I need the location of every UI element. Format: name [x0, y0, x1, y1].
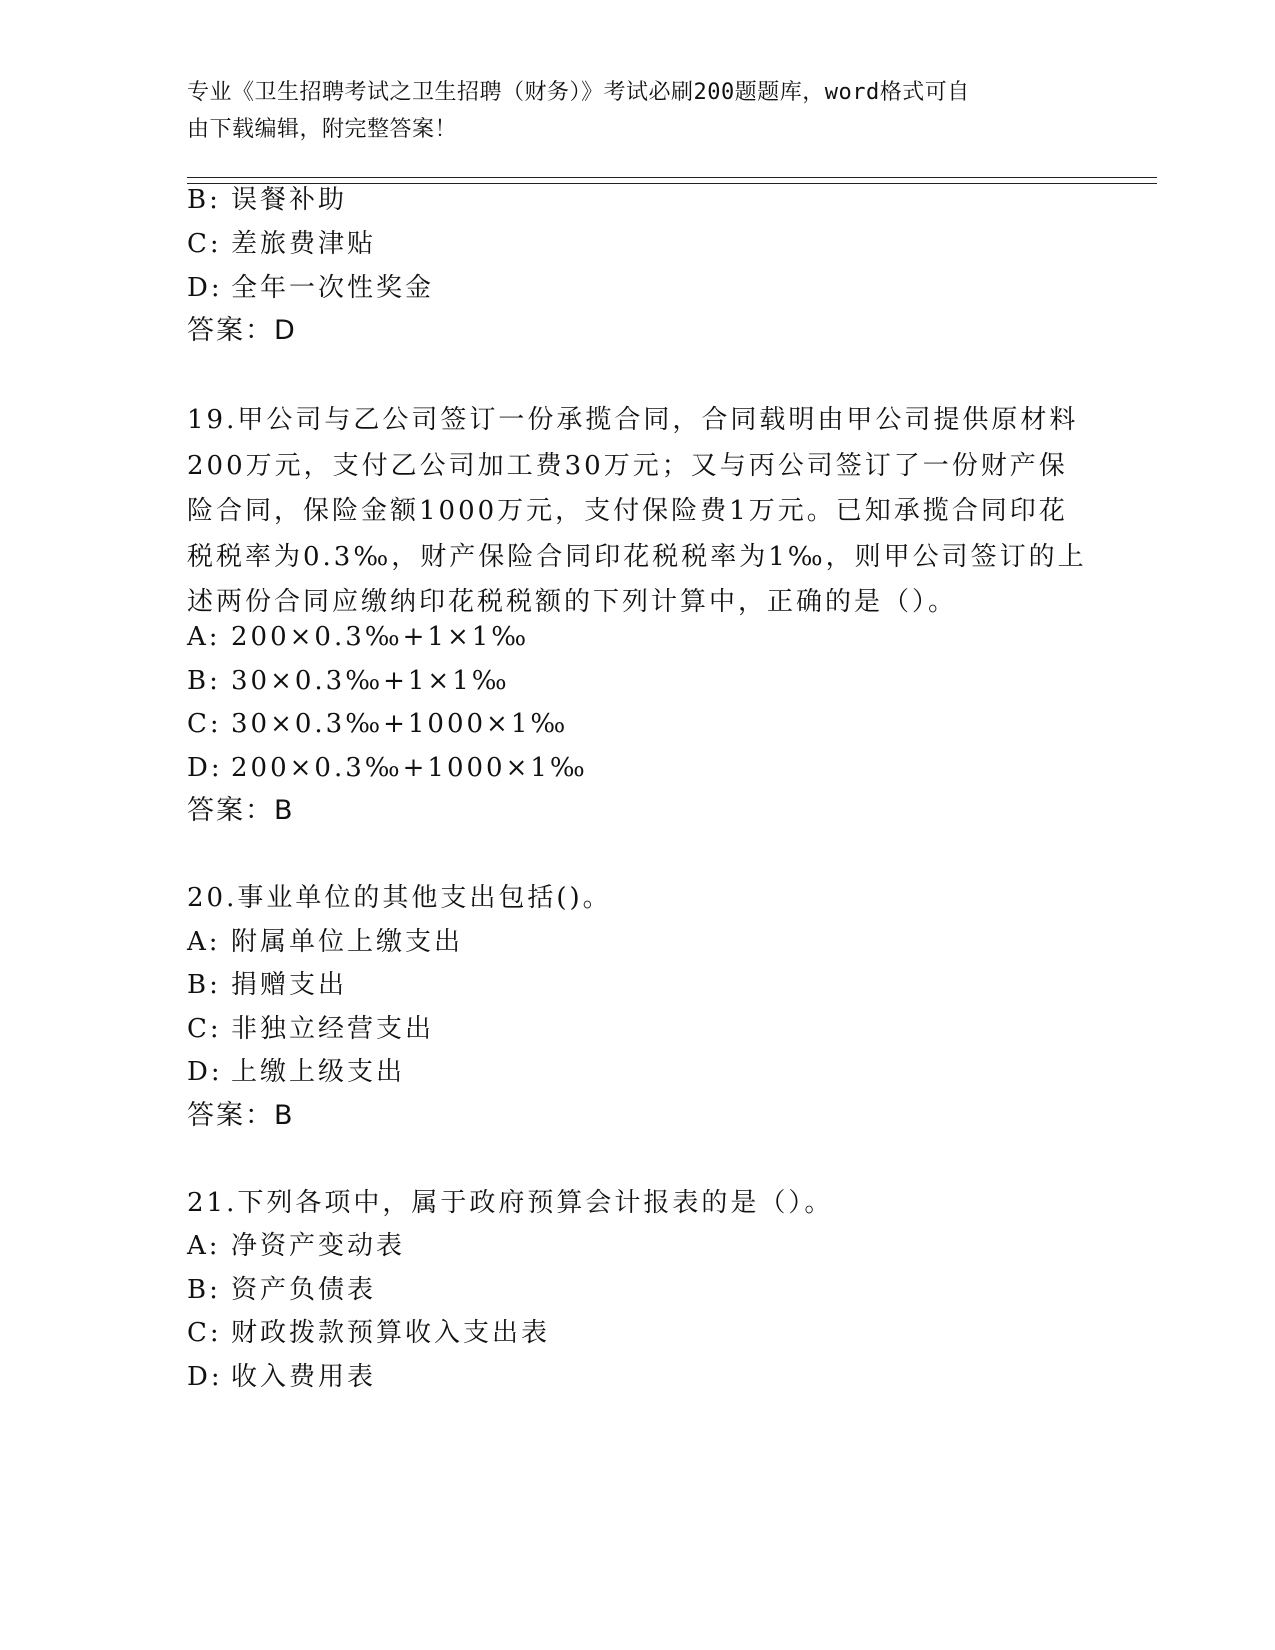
prev-option-b	[187, 180, 347, 220]
option-text: 资产负债表	[231, 1275, 377, 1305]
option-letter: B:	[187, 1275, 221, 1305]
q19-stem-line: 200万元，支付乙公司加工费30万元；又与丙公司签订了一份财产保	[187, 450, 1068, 481]
q21-option-d	[187, 1357, 376, 1397]
option-letter: B:	[187, 970, 221, 1000]
option-text: 上缴上级支出	[231, 1057, 406, 1087]
q20-option-d	[187, 1052, 405, 1092]
option-text: 差旅费津贴	[231, 229, 377, 259]
q19-answer: 答案：B	[187, 795, 295, 826]
option-letter: D:	[187, 1362, 223, 1392]
header-line-2: 由下载编辑，附完整答案！	[187, 117, 458, 142]
q20-option-a	[187, 922, 463, 962]
q19-stem-line: 税税率为0.3‰，财产保险合同印花税税率为1‰，则甲公司签订的上	[187, 541, 1087, 572]
option-letter: C:	[187, 709, 222, 739]
option-text: 200×0.3‰+1×1‰	[231, 622, 530, 652]
option-text: 全年一次性奖金	[231, 273, 435, 303]
q21-option-c	[187, 1313, 550, 1353]
q19-stem-line: 述两份合同应缴纳印花税税额的下列计算中，正确的是（）。	[187, 587, 958, 617]
option-letter: D:	[187, 1057, 223, 1087]
document-header	[187, 74, 1067, 148]
option-letter: C:	[187, 229, 222, 259]
q19-stem-line: 19.甲公司与乙公司签订一份承揽合同，合同载明由甲公司提供原材料	[187, 405, 1079, 435]
option-text: 误餐补助	[231, 185, 348, 215]
option-text: 附属单位上缴支出	[231, 927, 464, 957]
option-letter: B:	[187, 666, 221, 696]
q21-stem: 21.下列各项中，属于政府预算会计报表的是（）。	[187, 1188, 834, 1218]
option-letter: A:	[187, 622, 221, 652]
q19-option-b	[187, 661, 510, 701]
prev-answer: 答案：D	[187, 315, 297, 346]
option-letter: A:	[187, 927, 221, 957]
option-letter: A:	[187, 1231, 221, 1261]
option-letter: D:	[187, 273, 223, 303]
option-letter: C:	[187, 1014, 222, 1044]
q21-option-b	[187, 1270, 376, 1310]
option-text: 净资产变动表	[231, 1231, 406, 1261]
option-text: 30×0.3‰+1×1‰	[231, 666, 510, 696]
prev-option-c	[187, 224, 376, 264]
option-letter: B:	[187, 185, 221, 215]
option-text: 30×0.3‰+1000×1‰	[231, 709, 569, 739]
q19-stem-line: 险合同，保险金额1000万元，支付保险费1万元。已知承揽合同印花	[187, 496, 1068, 526]
option-text: 财政拨款预算收入支出表	[231, 1318, 551, 1348]
q20-stem: 20.事业单位的其他支出包括()。	[187, 883, 612, 913]
option-text: 捐赠支出	[231, 970, 348, 1000]
option-text: 收入费用表	[231, 1362, 377, 1392]
option-text: 200×0.3‰+1000×1‰	[231, 753, 588, 783]
q19-stem	[187, 398, 1087, 626]
q19-option-d	[187, 748, 588, 788]
option-text: 非独立经营支出	[231, 1014, 435, 1044]
header-line-1: 专业《卫生招聘考试之卫生招聘（财务）》考试必刷200题题库，word格式可自	[187, 80, 970, 105]
header-divider-top	[187, 177, 1157, 178]
q20-option-c	[187, 1009, 434, 1049]
option-letter: D:	[187, 753, 223, 783]
q20-option-b	[187, 965, 347, 1005]
q19-option-a	[187, 617, 529, 657]
option-letter: C:	[187, 1318, 222, 1348]
prev-option-d	[187, 268, 434, 308]
q19-option-c	[187, 704, 568, 744]
q21-option-a	[187, 1226, 405, 1266]
q20-answer: 答案：B	[187, 1100, 295, 1131]
